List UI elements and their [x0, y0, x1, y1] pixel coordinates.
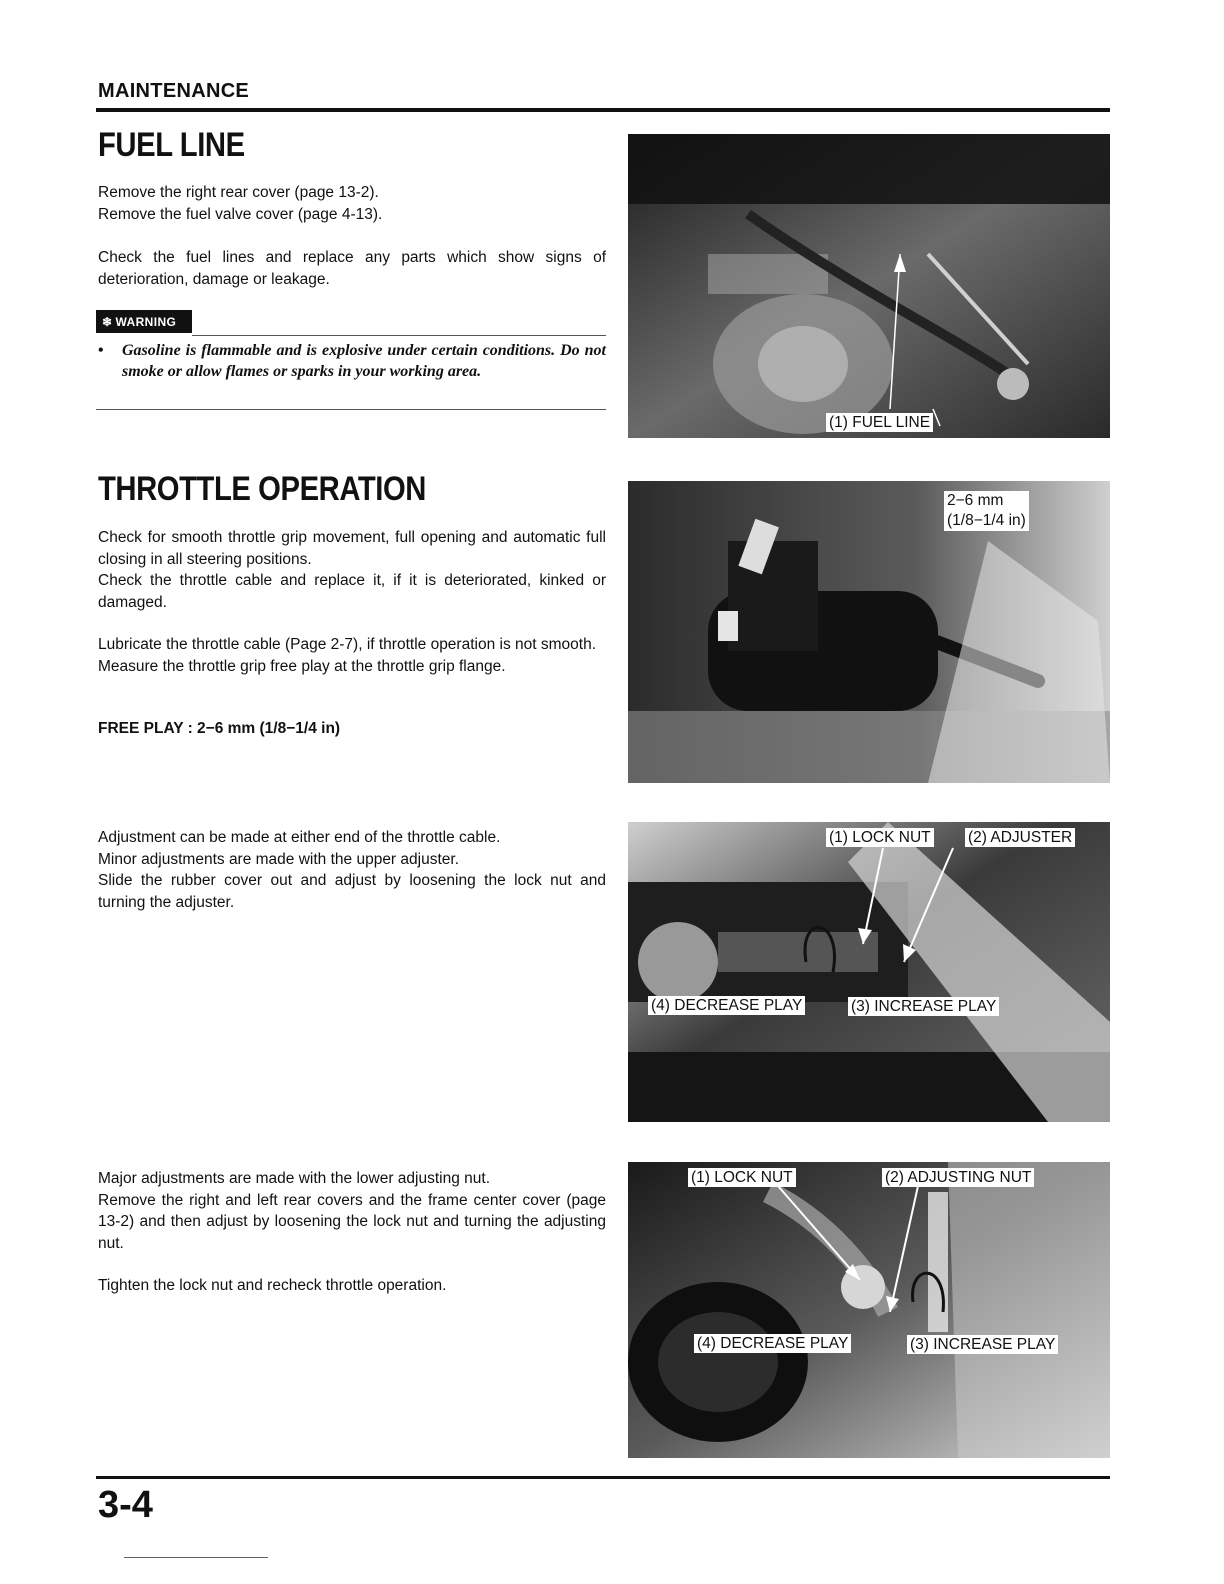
text-line: Check the fuel lines and replace any parts which show signs of deterioration, damage or leakage.	[98, 249, 606, 288]
text-line: Check for smooth throttle grip movement, full opening and automatic full closing in all steering positions.	[98, 529, 606, 568]
adjusting-nut-callout: (2) ADJUSTING NUT	[882, 1168, 1034, 1187]
lock-nut-callout: (1) LOCK NUT	[826, 828, 934, 847]
callout-line: 2−6 mm	[947, 492, 1004, 509]
throttle-para2	[98, 634, 606, 677]
upper-adjust-text	[98, 827, 606, 913]
text-line: Tighten the lock nut and recheck throttle operation.	[98, 1277, 447, 1294]
warning-badge	[96, 310, 192, 333]
warning-bottom-rule	[96, 409, 606, 410]
free-play-spec: FREE PLAY : 2−6 mm (1/8−1/4 in)	[98, 720, 341, 737]
section-header: MAINTENANCE	[98, 80, 250, 102]
throttle-title: THROTTLE OPERATION	[98, 470, 426, 508]
text-line: Remove the right and left rear covers and the frame center cover (page 13-2) and then adjust by loosening the lock nut and turning the adjusting nut.	[98, 1191, 606, 1252]
fuel-line-callout: (1) FUEL LINE	[826, 413, 933, 432]
free-play-callout	[944, 491, 1029, 531]
page-number: 3-4	[98, 1484, 153, 1526]
text-line: Remove the right rear cover (page 13-2).	[98, 184, 379, 201]
lower-adjust-text	[98, 1168, 606, 1254]
fuel-line-para1	[98, 182, 606, 225]
text-line: Remove the fuel valve cover (page 4-13).	[98, 205, 383, 223]
text-line: Adjustment can be made at either end of the throttle cable.	[98, 829, 501, 846]
throttle-grip-photo	[628, 481, 1110, 783]
lower-decrease-play-callout: (4) DECREASE PLAY	[694, 1334, 851, 1353]
callout-line: (1/8−1/4 in)	[947, 512, 1026, 529]
bullet: •	[98, 342, 104, 359]
increase-play-callout: (3) INCREASE PLAY	[848, 997, 999, 1016]
top-rule	[96, 108, 1110, 112]
upper-adjuster-photo	[628, 822, 1110, 1122]
text-line: Slide the rubber cover out and adjust by loosening the lock nut and turning the adjuster.	[98, 872, 606, 911]
warning-body: Gasoline is flammable and is explosive under certain conditions. Do not smoke or allow flames or sparks in your working area.	[122, 342, 606, 380]
text-line: Lubricate the throttle cable (Page 2-7), if throttle operation is not smooth.	[98, 636, 596, 653]
text-line: Major adjustments are made with the lower adjusting nut.	[98, 1170, 491, 1187]
warning-label: WARNING	[115, 314, 177, 329]
fuel-line-para2	[98, 247, 606, 290]
text-line: Check the throttle cable and replace it, if it is deteriorated, kinked or damaged.	[98, 572, 606, 611]
text-line: Measure the throttle grip free play at the throttle grip flange.	[98, 657, 506, 675]
text-line: Minor adjustments are made with the upper adjuster.	[98, 850, 459, 868]
warning-divider	[192, 335, 606, 336]
warning-icon: ❄	[102, 314, 113, 329]
fuel-line-title: FUEL LINE	[98, 126, 245, 164]
adjuster-callout: (2) ADJUSTER	[965, 828, 1075, 847]
lower-adjust-text2	[98, 1275, 606, 1297]
lower-increase-play-callout: (3) INCREASE PLAY	[907, 1335, 1058, 1354]
warning-text	[98, 340, 606, 382]
throttle-para1	[98, 527, 606, 613]
lower-adjusting-nut-photo	[628, 1162, 1110, 1458]
bottom-rule	[96, 1476, 1110, 1479]
decrease-play-callout: (4) DECREASE PLAY	[648, 996, 805, 1015]
link-underline	[124, 1557, 268, 1558]
lower-lock-nut-callout: (1) LOCK NUT	[688, 1168, 796, 1187]
fuel-line-photo	[628, 134, 1110, 438]
